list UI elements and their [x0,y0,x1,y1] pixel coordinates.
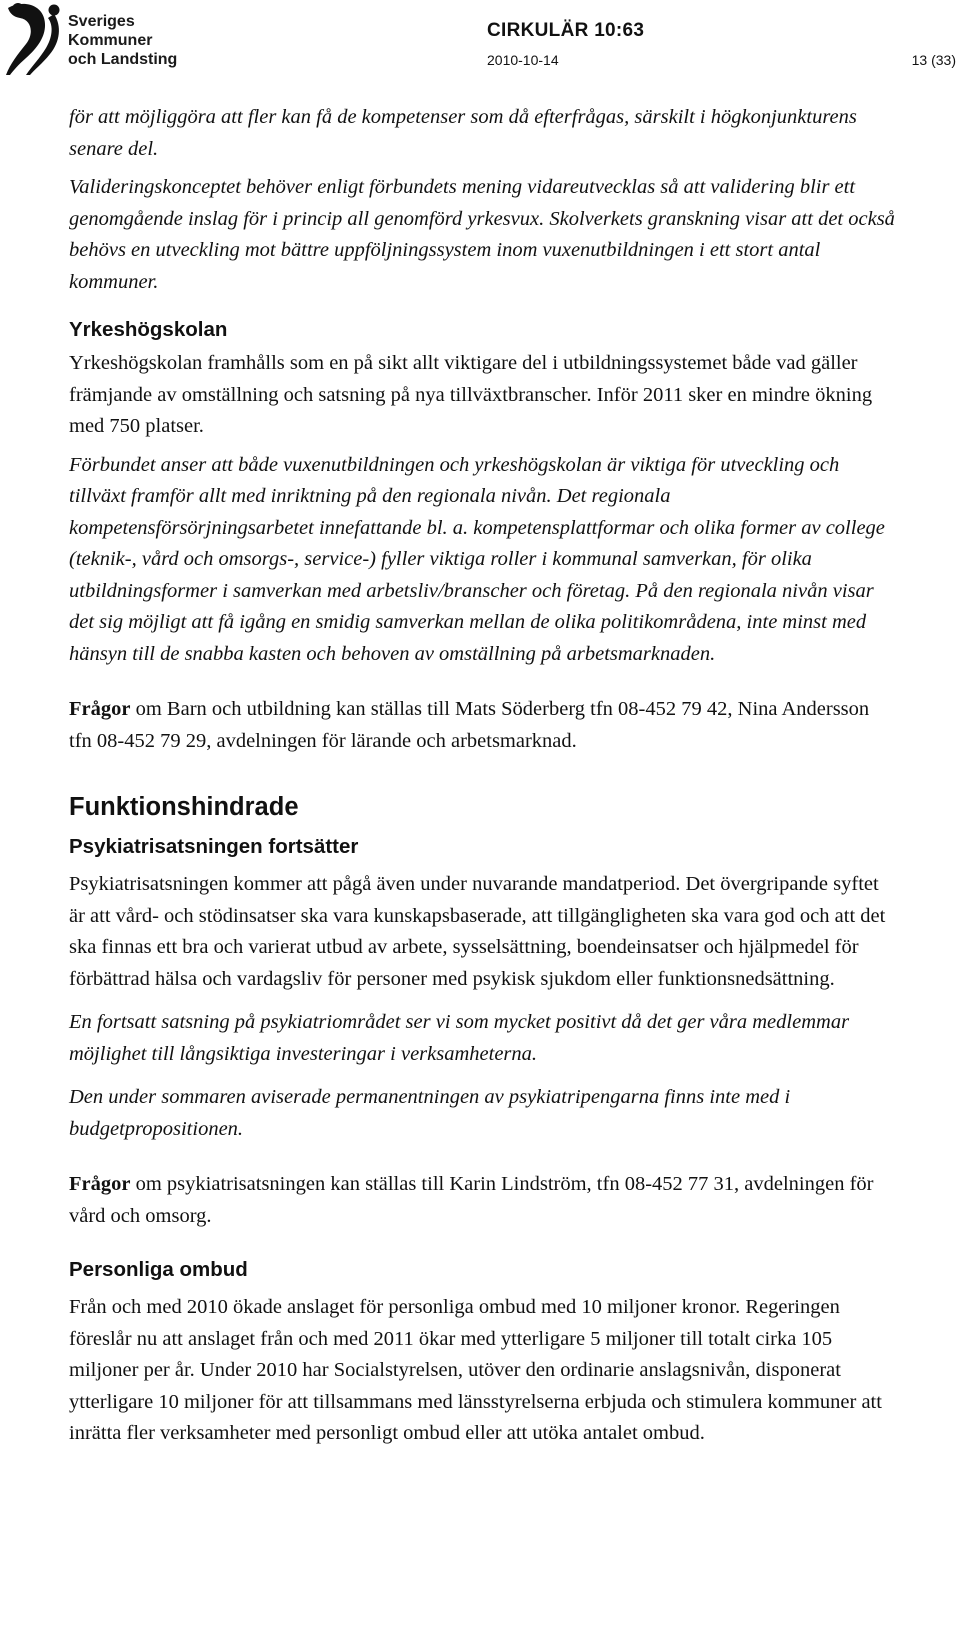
psykiatri-paragraph-3: Den under sommaren aviserade permanentningen av psykiatripengarna finns inte med i budgetpropositionen. [69,1086,791,1140]
page-header [0,0,960,80]
psykiatri-paragraph-2: En fortsatt satsning på psykiatriområdet ser vi som mycket positivt då det ger våra medlemmar möjlighet till långsiktiga investeringar i verksamheterna. [69,1011,850,1065]
psykiatri-questions [69,1169,897,1232]
questions-label: Frågor [69,1173,131,1195]
logo-line-3: och Landsting [68,51,178,68]
ombud-paragraph-1: Från och med 2010 ökade anslaget för personliga ombud med 10 miljoner kronor. Regeringen föreslår nu att anslaget från och med 2011 ökar med ytterligare 5 miljoner till totalt cirka 105 miljoner per år. Under 2010 har Socialstyrelsen, utöver den ordinarie anslagsnivån, disponerat ytterligare 10 miljoner för att tillsammans med länsstyrelserna erbjuda och stimulera kommuner att inrätta fler verksamheter med personligt ombud eller att utöka antalet ombud. [69,1296,882,1444]
questions-text: om Barn och utbildning kan ställas till Mats Söderberg tfn 08-452 79 42, Nina Andersson tfn 08-452 79 29, avdelningen för lärande och arbetsmarknad. [69,698,870,752]
document-title: CIRKULÄR 10:63 [487,20,645,41]
page-number: 13 (33) [911,52,956,68]
document-body [69,102,897,1450]
questions-label: Frågor [69,698,131,720]
questions-text: om psykiatrisatsningen kan ställas till Karin Lindström, tfn 08-452 77 31, avdelningen för vård och omsorg. [69,1173,874,1227]
heading-personliga-ombud: Personliga ombud [69,1258,248,1281]
heading-funktionshindrade: Funktionshindrade [69,793,299,821]
psykiatri-paragraph-1: Psykiatrisatsningen kommer att pågå även under nuvarande mandatperiod. Det övergripande syftet är att vård- och stödinsatser ska vara kunskapsbaserade, att tillgängligheten ska vara god och att det ska finnas ett bra och varierat utbud av arbete, sysselsättning, boendeinsatser och hjälpmedel för förbättrad hälsa och vardagsliv för personer med psykisk sjukdom eller funktionsnedsättning. [69,873,886,990]
intro-paragraph-1: för att möjliggöra att fler kan få de kompetenser som då efterfrågas, särskilt i högkonjunkturens senare del. [69,106,857,160]
document-date: 2010-10-14 [487,52,559,68]
yrkeshogskolan-paragraph-2: Förbundet anser att både vuxenutbildningen och yrkeshögskolan är viktiga för utveckling och tillväxt framför allt med inriktning på den regionala nivån. Det regionala kompetensförsörjningsarbetet innefattande bl. a. kompetensplattformar och olika former av college (teknik-, vård och omsorgs-, service-) fyller viktiga roller i kommunal samverkan, för olika utbildningsformer i samverkan med arbetsliv/branscher och företag. På den regionala nivån visar det sig möjligt att få igång en smidig samverkan mellan de olika politikområdena, inte minst med hänsyn till de snabba kasten och behoven av omställning på arbetsmarknaden. [69,453,885,665]
logo-line-2: Kommuner [68,32,153,49]
organization-logo [4,2,194,78]
yrkeshogskolan-questions [69,694,897,757]
skl-figures-logo-icon [4,2,62,76]
heading-yrkeshogskolan: Yrkeshögskolan [69,318,228,341]
heading-psykiatrisatsningen: Psykiatrisatsningen fortsätter [69,835,359,858]
intro-paragraph-2: Valideringskonceptet behöver enligt förbundets mening vidareutvecklas så att validering blir ett genomgående inslag för i princip all genomförd yrkesvux. Skolverkets granskning visar att det också behövs en utveckling mot bättre uppföljningssystem inom vuxenutbildningen i ett stort antal kommuner. [69,176,895,293]
logo-line-1: Sveriges [68,13,135,30]
yrkeshogskolan-paragraph-1: Yrkeshögskolan framhålls som en på sikt allt viktigare del i utbildningssystemet både vad gäller främjande av omställning och satsning på nya tillväxtbranscher. Inför 2011 sker en mindre ökning med 750 platser. [69,352,873,437]
